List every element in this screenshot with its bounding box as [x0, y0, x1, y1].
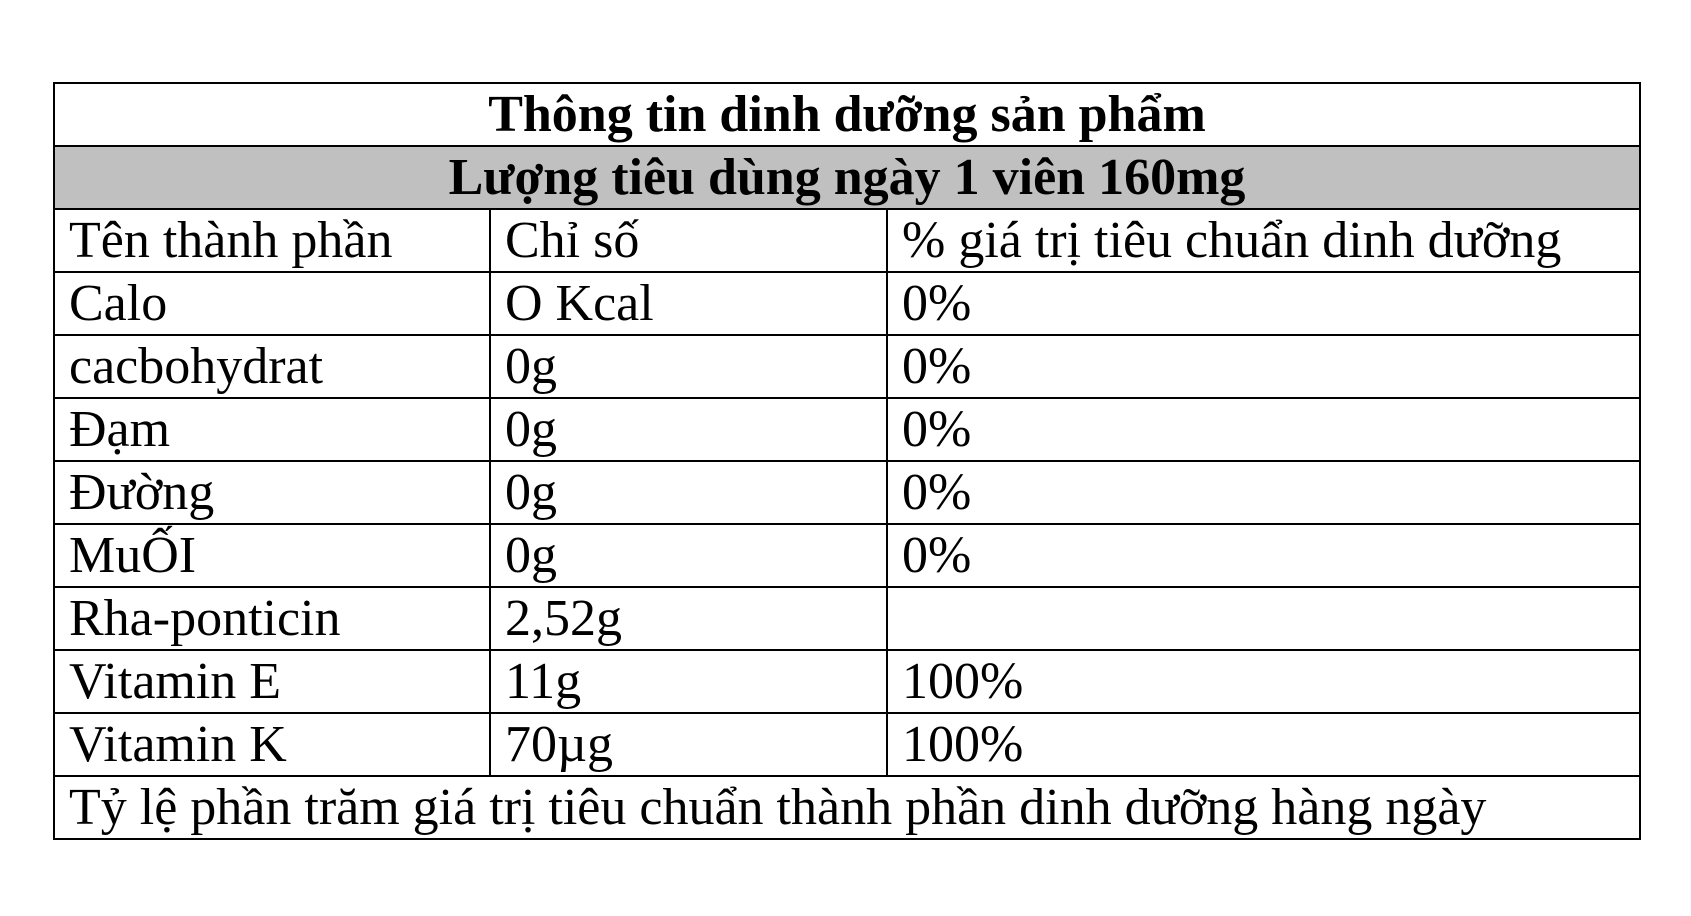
table-row [54, 524, 1640, 587]
value-cell: 0g [490, 524, 887, 587]
ingredient-cell: cacbohydrat [54, 335, 490, 398]
ingredient-cell: MuỐI [54, 524, 490, 587]
value-cell: 70µg [490, 713, 887, 776]
ingredient-cell: Đường [54, 461, 490, 524]
table-row [54, 398, 1640, 461]
ingredient-cell: Calo [54, 272, 490, 335]
value-cell: 11g [490, 650, 887, 713]
value-cell: 0g [490, 398, 887, 461]
percent-cell [887, 587, 1640, 650]
table-subtitle: Lượng tiêu dùng ngày 1 viên 160mg [54, 146, 1640, 209]
percent-cell: 0% [887, 461, 1640, 524]
header-row [54, 209, 1640, 272]
percent-cell: 100% [887, 650, 1640, 713]
table-footer-note: Tỷ lệ phần trăm giá trị tiêu chuẩn thành phần dinh dưỡng hàng ngày [54, 776, 1640, 839]
value-cell: O Kcal [490, 272, 887, 335]
percent-cell: 0% [887, 272, 1640, 335]
value-cell: 2,52g [490, 587, 887, 650]
value-cell: 0g [490, 335, 887, 398]
title-row [54, 83, 1640, 146]
footer-row [54, 776, 1640, 839]
nutrition-facts-table [53, 82, 1641, 840]
table-row [54, 461, 1640, 524]
value-cell: 0g [490, 461, 887, 524]
percent-cell: 100% [887, 713, 1640, 776]
percent-cell: 0% [887, 398, 1640, 461]
percent-cell: 0% [887, 335, 1640, 398]
percent-cell: 0% [887, 524, 1640, 587]
ingredient-cell: Vitamin K [54, 713, 490, 776]
table-row [54, 587, 1640, 650]
ingredient-cell: Đạm [54, 398, 490, 461]
ingredient-cell: Rha-ponticin [54, 587, 490, 650]
subtitle-row [54, 146, 1640, 209]
header-value: Chỉ số [490, 209, 887, 272]
table-title: Thông tin dinh dưỡng sản phẩm [54, 83, 1640, 146]
table-row [54, 713, 1640, 776]
ingredient-cell: Vitamin E [54, 650, 490, 713]
header-daily-percent: % giá trị tiêu chuẩn dinh dưỡng [887, 209, 1640, 272]
table-row [54, 272, 1640, 335]
table-row [54, 650, 1640, 713]
header-ingredient: Tên thành phần [54, 209, 490, 272]
table-row [54, 335, 1640, 398]
